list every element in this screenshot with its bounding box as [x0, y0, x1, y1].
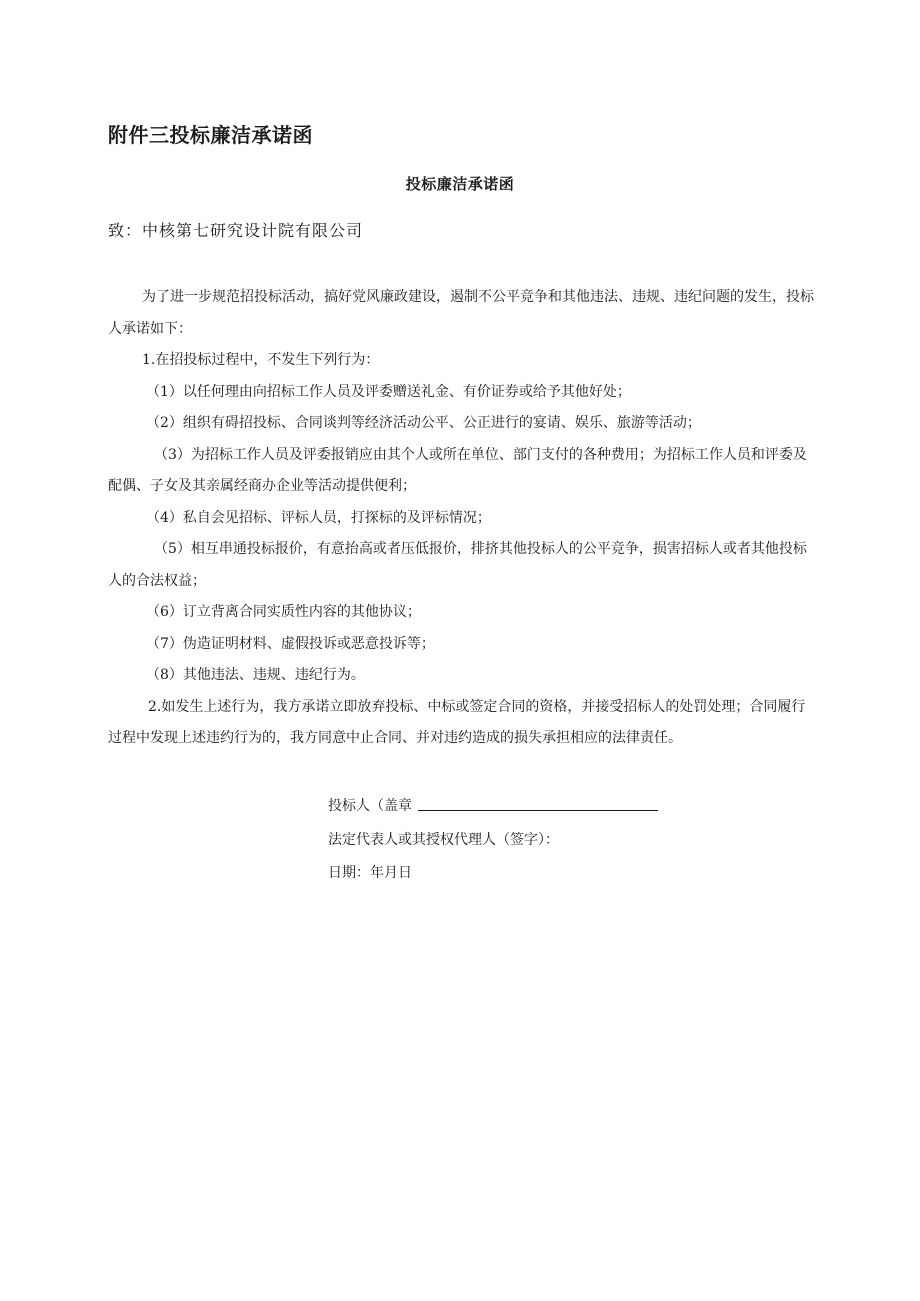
- attachment-heading: 附件三投标廉洁承诺函: [108, 123, 313, 147]
- commitment-item-1: 1.在招投标过程中，不发生下列行为：: [142, 352, 380, 368]
- sub-item-7: （7）伪造证明材料、虚假投诉或恶意投诉等；: [146, 635, 435, 652]
- sub-item-2: （2）组织有碍招投标、合同谈判等经济活动公平、公正进行的宴请、娱乐、旅游等活动；: [146, 415, 701, 431]
- commitment-item-2: 2.如发生上述行为，我方承诺立即放弃投标、中标或签定合同的资格，并接受招标人的处罚处理；合同履行过程中发现上述违约行为的，我方同意中止合同、并对违约造成的损失承担相应的法律责任。: [108, 698, 806, 746]
- intro-paragraph: 为了进一步规范招投标活动，搞好党风廉政建设，遏制不公平竞争和其他违法、违规、违纪问题的发生，投标人承诺如下：: [108, 289, 814, 337]
- signature-block: [328, 790, 658, 891]
- representative-signature-line: 法定代表人或其授权代理人（签字）：: [328, 831, 559, 848]
- bidder-seal-blank[interactable]: [418, 794, 658, 811]
- bidder-seal-label: 投标人（盖章: [328, 798, 412, 814]
- sub-item-8: （8）其他违法、违规、违纪行为。: [146, 667, 365, 683]
- sub-item-1: （1）以任何理由向招标工作人员及评委赠送礼金、有价证券或给予其他好处；: [146, 383, 631, 400]
- commitment-body: [108, 282, 816, 755]
- date-line: 日期：年月日: [328, 865, 412, 881]
- sub-item-5: （5）相互串通投标报价，有意抬高或者压低报价，排挤其他投标人的公平竞争，损害招标人或者其他投标人的合法权益；: [108, 541, 807, 589]
- bidder-seal-line: [328, 790, 658, 824]
- sub-item-4: （4）私自会见招标、评标人员，打探标的及评标情况；: [146, 509, 491, 526]
- document-title: 投标廉洁承诺函: [405, 175, 515, 193]
- addressee-line: 致：中核第七研究设计院有限公司: [108, 221, 364, 240]
- sub-item-6: （6）订立背离合同实质性内容的其他协议；: [146, 604, 421, 620]
- sub-item-3: （3）为招标工作人员及评委报销应由其个人或所在单位、部门支付的各种费用；为招标工作人员和评委及配偶、子女及其亲属经商办企业等活动提供便利；: [108, 446, 807, 494]
